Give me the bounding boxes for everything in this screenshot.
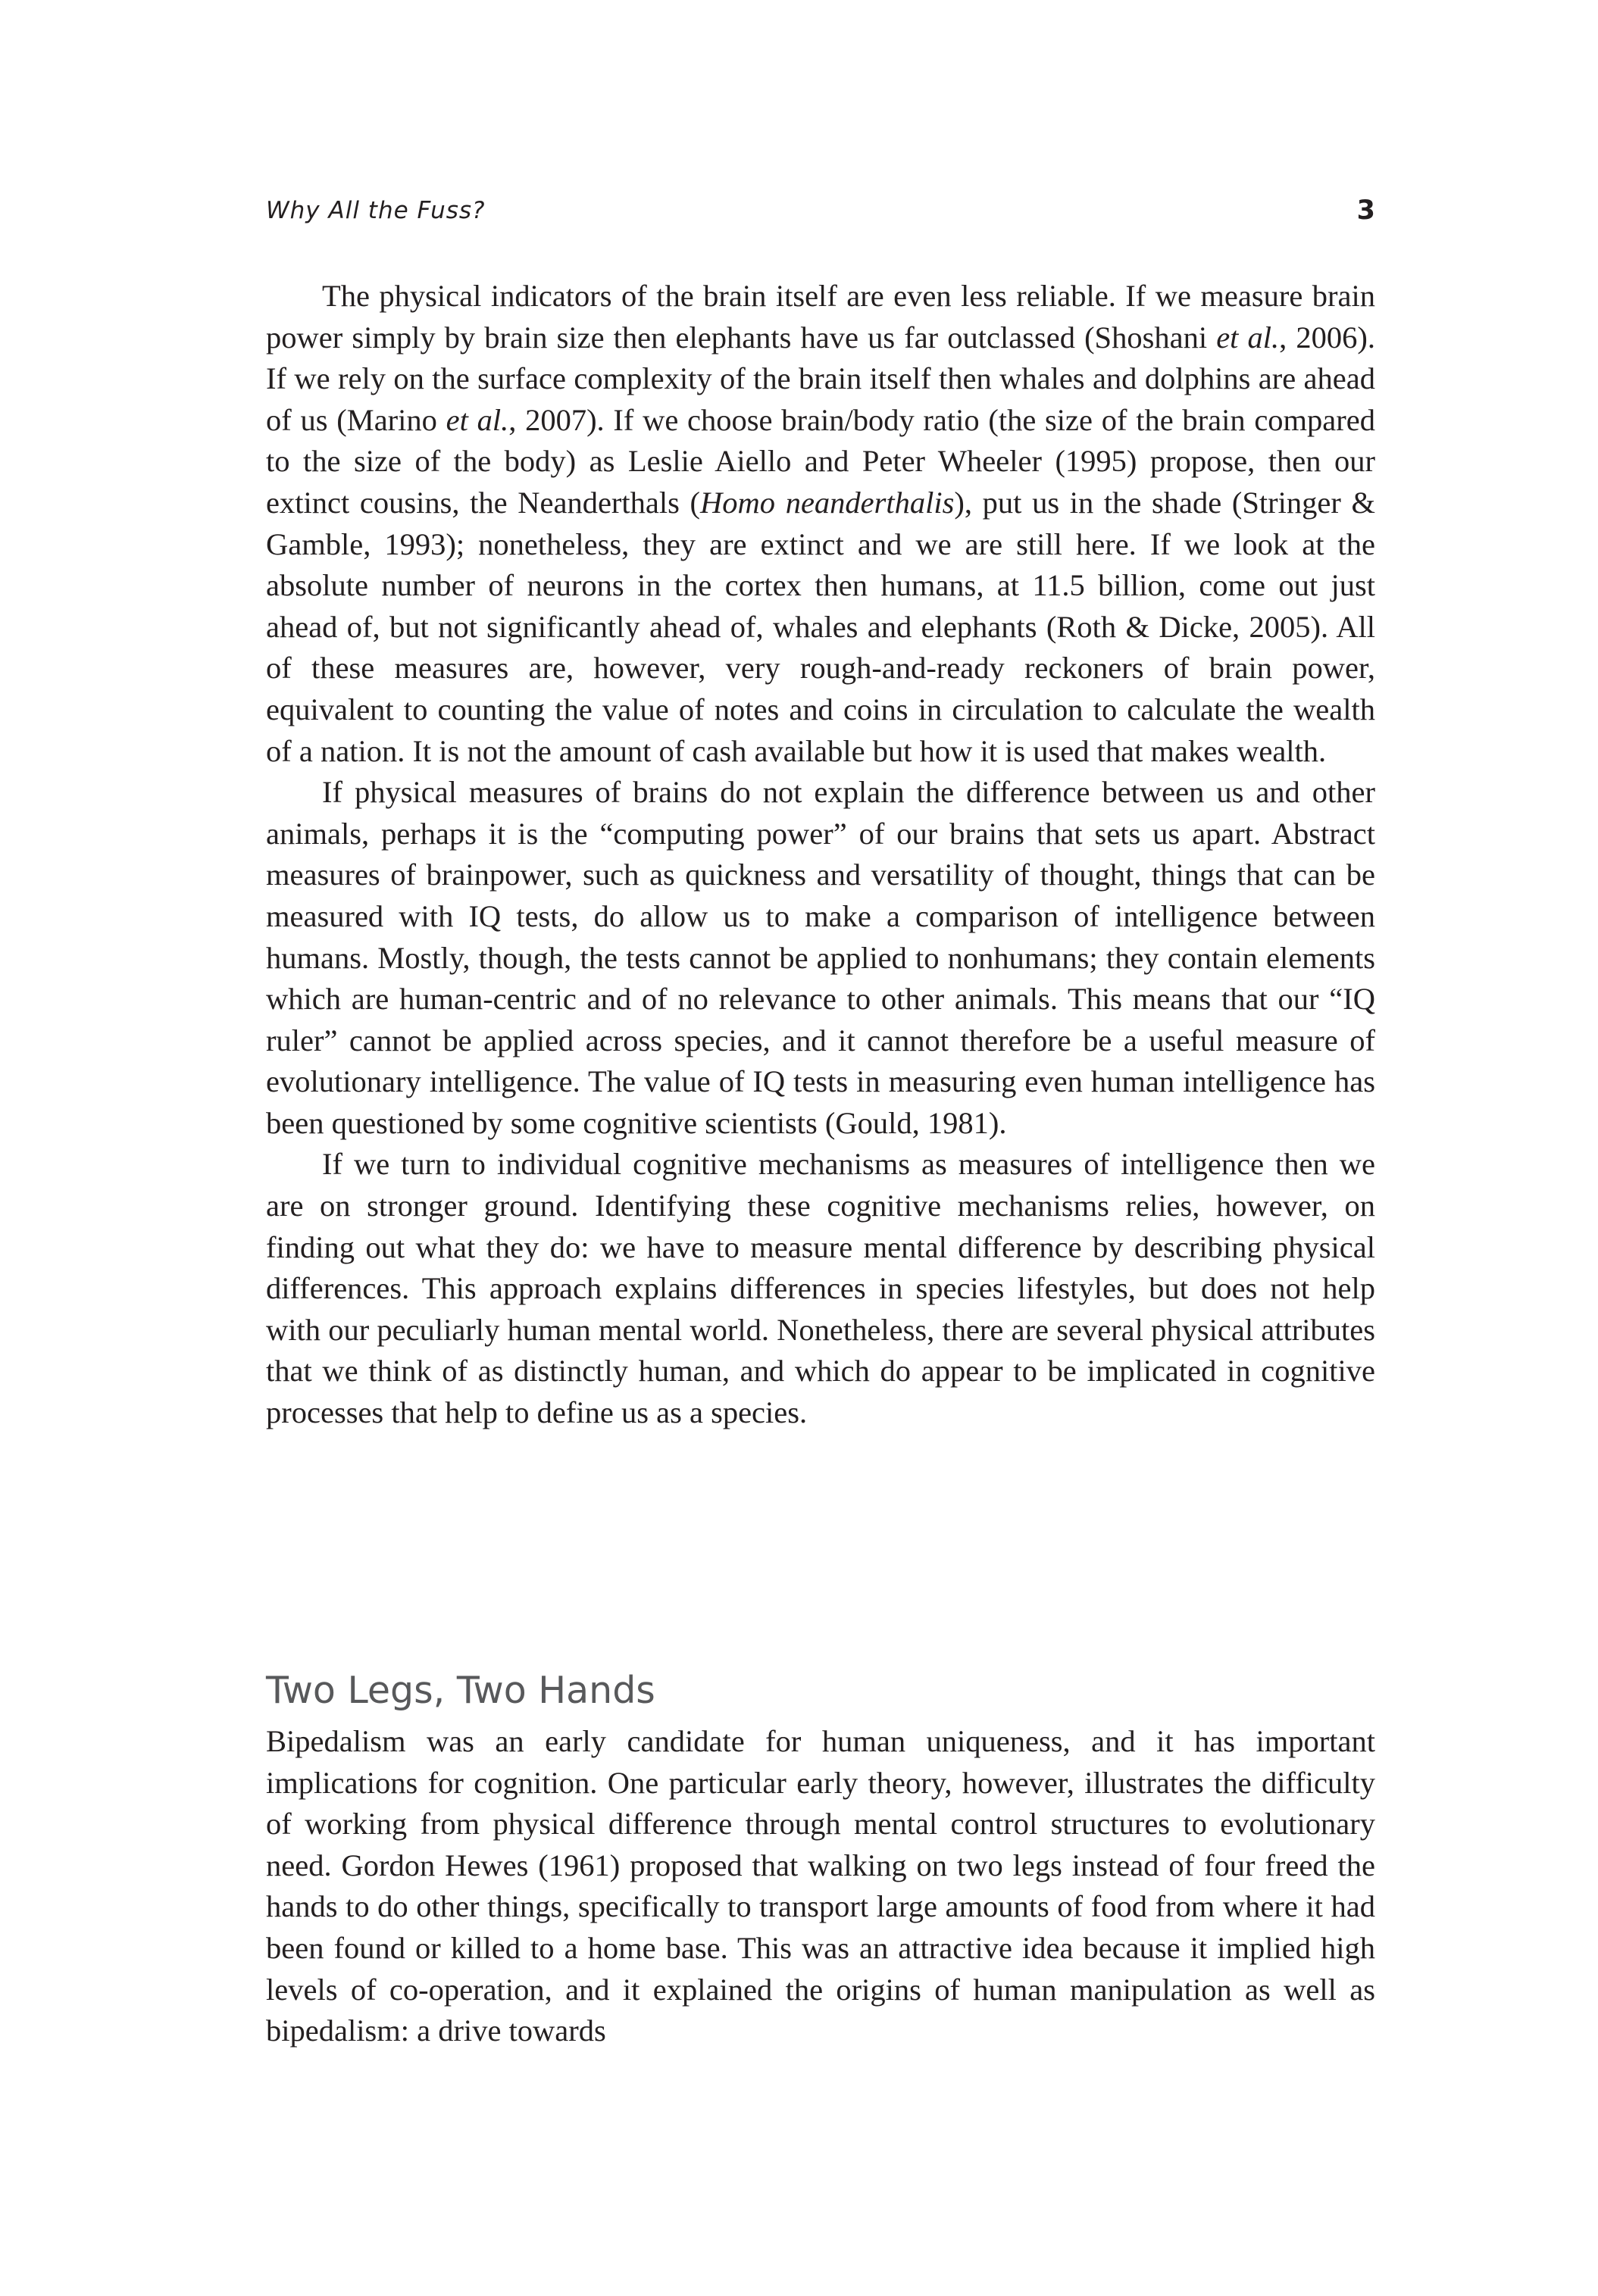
italic-run: Homo neanderthalis xyxy=(700,485,955,520)
section-body xyxy=(266,1721,1375,2052)
page-number: 3 xyxy=(1356,195,1375,226)
text-run: The physical indicators of the brain itself are even less reliable. If we measure brain power simply by brain size then elephants have us far outclassed (Shoshani xyxy=(266,279,1375,355)
paragraph: If we turn to individual cognitive mechanisms as measures of intelligence then we are on stronger ground. Identifying these cognitive mechanisms relies, however, on finding out what they do: we have to measure mental difference by describing physical differences. This approach explains differences in species lifestyles, but does not help with our peculiarly human mental world. Nonetheless, there are several physical attributes that we think of as distinctly human, and which do appear to be implicated in cognitive processes that help to define us as a species. xyxy=(266,1147,1375,1430)
body-text xyxy=(266,276,1375,1434)
text-run: , 2006). If we rely on the surface complexity of the brain itself then whales and dolphins are ahead of us (Marino xyxy=(266,320,1375,437)
text-run: ), put us in the shade (Stringer & Gamble, 1993); nonetheless, they are extinct and we are still here. If we look at the absolute number of neurons in the cortex then humans, at 11.5 billion, come out just ahead of, but not significantly ahead of, whales and elephants (Roth & Dicke, 2005). All of these measures are, however, very rough-and-ready reckoners of brain power, equivalent to counting the value of notes and coins in circulation to calculate the wealth of a nation. It is not the amount of cash available but how it is used that makes wealth. xyxy=(266,485,1375,768)
section-heading: Two Legs, Two Hands xyxy=(266,1669,655,1712)
text-run: , 2007). If we choose brain/body ratio (the size of the brain compared to the size of the body) as Leslie Aiello and Peter Wheeler (1995) propose, then our extinct cousins, the Neanderthals ( xyxy=(266,402,1375,520)
paragraph xyxy=(266,276,1375,772)
italic-run: et al. xyxy=(1216,320,1280,355)
running-head xyxy=(266,193,1375,228)
italic-run: et al. xyxy=(446,402,509,437)
running-title: Why All the Fuss? xyxy=(266,197,486,224)
paragraph: Bipedalism was an early candidate for human uniqueness, and it has important implications for cognition. One particular early theory, however, illustrates the difficulty of working from physical difference through mental control structures to evolutionary need. Gordon Hewes (1961) proposed that walking on two legs instead of four freed the hands to do other things, specifically to transport large amounts of food from where it had been found or killed to a home base. This was an attractive idea because it implied high levels of co-operation, and it explained the origins of human manipulation as well as bipedalism: a drive towards xyxy=(266,1724,1375,2048)
paragraph: If physical measures of brains do not explain the difference between us and other animals, perhaps it is the “computing power” of our brains that sets us apart. Abstract measures of brainpower, such as quickness and versatility of thought, things that can be measured with IQ tests, do allow us to make a comparison of intelligence between humans. Mostly, though, the tests cannot be applied to nonhumans; they contain elements which are human-centric and of no relevance to other animals. This means that our “IQ ruler” cannot be applied across species, and it cannot therefore be a useful measure of evolutionary intelligence. The value of IQ tests in measuring even human intelligence has been questioned by some cognitive scientists (Gould, 1981). xyxy=(266,775,1375,1140)
